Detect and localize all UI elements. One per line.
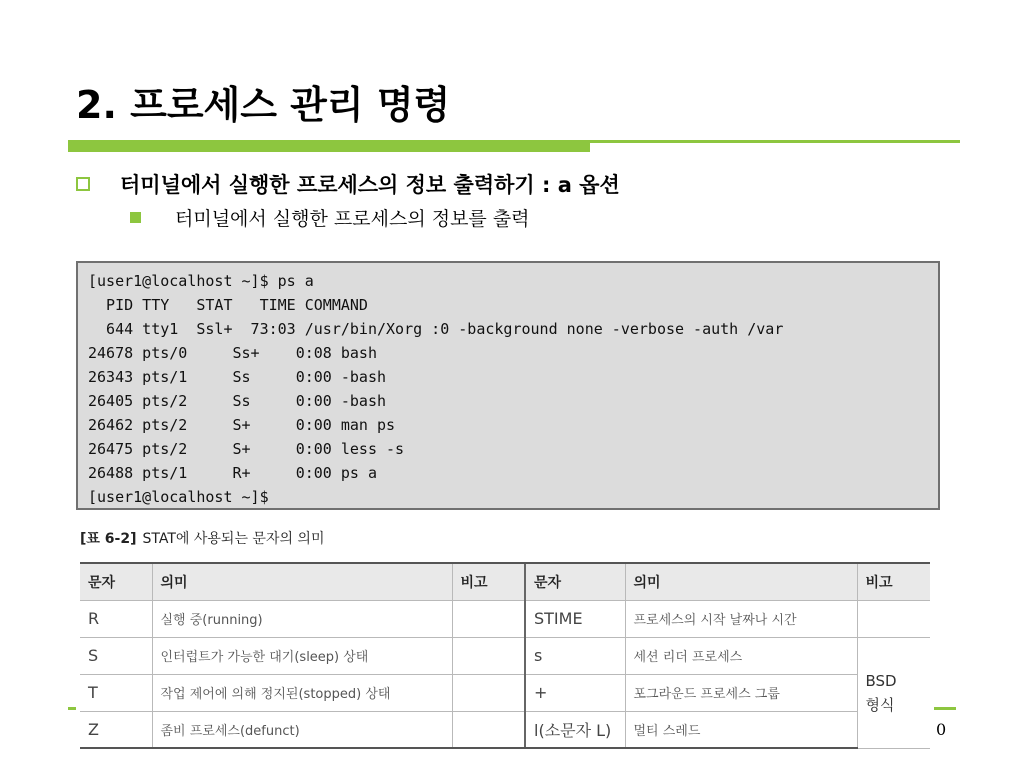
- bullet-level2-text: 터미널에서 실행한 프로세스의 정보를 출력: [175, 207, 530, 230]
- stat-meaning-table: [80, 562, 930, 749]
- cell-meaning: 인터럽트가 가능한 대기(sleep) 상태: [152, 637, 452, 674]
- cell-note: [452, 600, 525, 637]
- cell-note: [452, 637, 525, 674]
- cell-code: S: [80, 637, 152, 674]
- header-code: 문자: [80, 563, 152, 600]
- header-note: 비고: [857, 563, 930, 600]
- table-header-row: [80, 563, 930, 600]
- note-bsd-line1: BSD: [865, 671, 897, 690]
- table-row: [80, 637, 930, 674]
- terminal-line: 644 tty1 Ssl+ 73:03 /usr/bin/Xorg :0 -background none -verbose -auth /var: [88, 320, 784, 338]
- cell-meaning: 프로세스의 시작 날짜나 시간: [625, 600, 857, 637]
- terminal-line: 26475 pts/2 S+ 0:00 less -s: [88, 440, 405, 458]
- terminal-output-box: [76, 261, 940, 510]
- filled-square-bullet-icon: [130, 212, 141, 223]
- table-row: [80, 600, 930, 637]
- note-bsd-line2: 형식: [865, 695, 895, 714]
- cell-note: [452, 674, 525, 711]
- table-caption: [80, 528, 324, 548]
- header-meaning: 의미: [625, 563, 857, 600]
- header-code: 문자: [525, 563, 625, 600]
- slide-title: 2. 프로세스 관리 명령: [76, 83, 451, 127]
- bullet-level1: [76, 168, 620, 200]
- cell-code: +: [525, 674, 625, 711]
- footer-accent-right: [934, 707, 956, 710]
- header-meaning: 의미: [152, 563, 452, 600]
- footer-accent-left: [68, 707, 76, 710]
- terminal-line: 26343 pts/1 Ss 0:00 -bash: [88, 368, 387, 386]
- cell-meaning: 좀비 프로세스(defunct): [152, 711, 452, 748]
- terminal-line: [user1@localhost ~]$ ps a: [88, 272, 314, 290]
- terminal-line: PID TTY STAT TIME COMMAND: [88, 296, 368, 314]
- header-note: 비고: [452, 563, 525, 600]
- table-caption-label: [표 6-2]: [80, 531, 137, 547]
- terminal-line: [user1@localhost ~]$: [88, 488, 269, 506]
- cell-note-empty: [857, 600, 930, 637]
- terminal-line: 26488 pts/1 R+ 0:00 ps a: [88, 464, 377, 482]
- cell-note-bsd: [857, 637, 930, 748]
- cell-code: s: [525, 637, 625, 674]
- title-underline-accent: [68, 142, 590, 152]
- cell-code: T: [80, 674, 152, 711]
- cell-meaning: 실행 중(running): [152, 600, 452, 637]
- terminal-line: 24678 pts/0 Ss+ 0:08 bash: [88, 344, 377, 362]
- table-row: [80, 674, 930, 711]
- cell-code: l(소문자 L): [525, 711, 625, 748]
- page-number: 0: [936, 720, 947, 739]
- table-row: [80, 711, 930, 748]
- cell-code: Z: [80, 711, 152, 748]
- bullet-level2: [130, 202, 530, 232]
- terminal-line: 26462 pts/2 S+ 0:00 man ps: [88, 416, 396, 434]
- cell-code: R: [80, 600, 152, 637]
- bullet-level1-text: 터미널에서 실행한 프로세스의 정보 출력하기 : a 옵션: [120, 173, 620, 197]
- cell-meaning: 멀티 스레드: [625, 711, 857, 748]
- cell-meaning: 포그라운드 프로세스 그룹: [625, 674, 857, 711]
- cell-meaning: 세션 리더 프로세스: [625, 637, 857, 674]
- cell-note: [452, 711, 525, 748]
- cell-meaning: 작업 제어에 의해 정지된(stopped) 상태: [152, 674, 452, 711]
- table-caption-text: STAT에 사용되는 문자의 의미: [142, 531, 325, 547]
- terminal-line: 26405 pts/2 Ss 0:00 -bash: [88, 392, 387, 410]
- cell-code: STIME: [525, 600, 625, 637]
- hollow-square-bullet-icon: [76, 177, 90, 191]
